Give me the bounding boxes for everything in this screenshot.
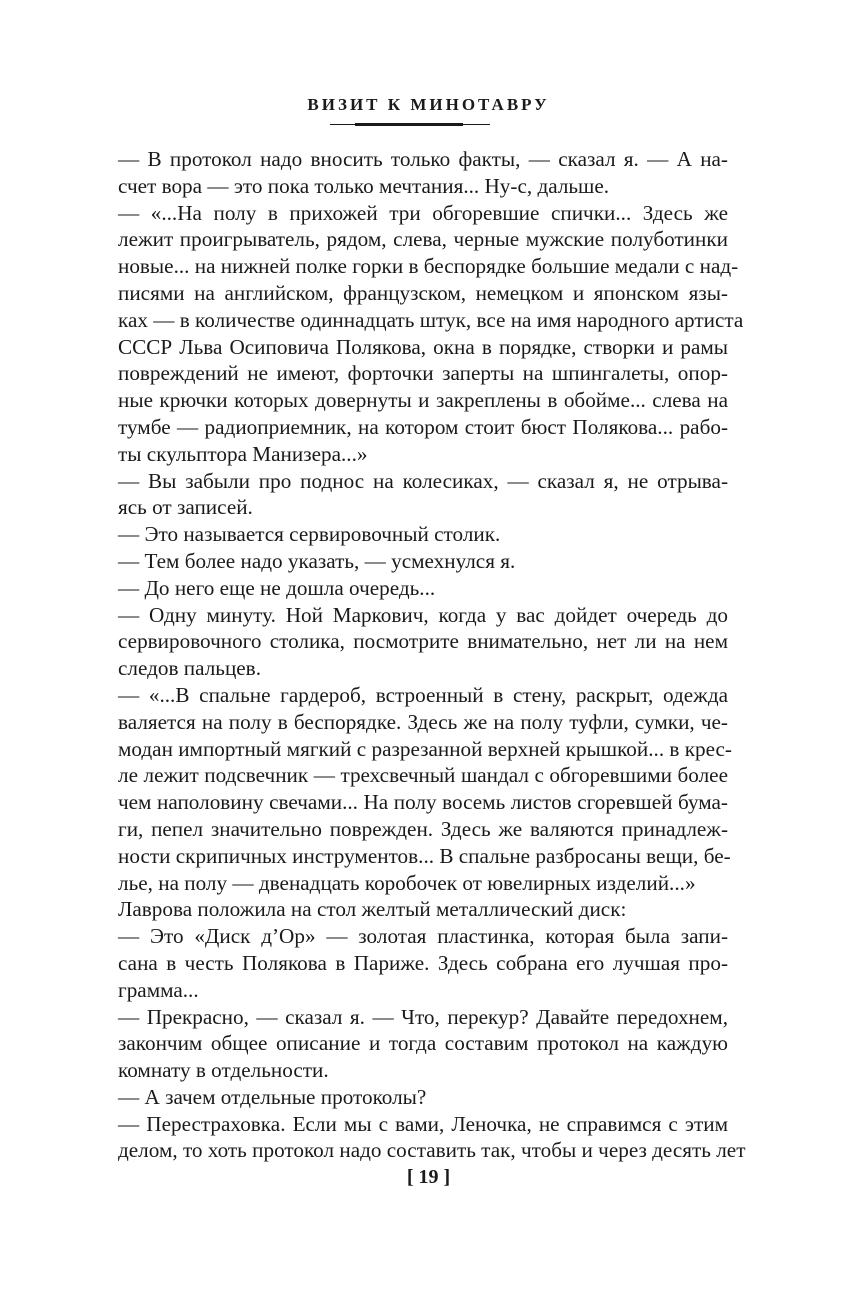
text-line: — В протокол надо вносить только факты, — сказал я. — А на-: [118, 147, 728, 171]
text-line: — «...В спальне гардероб, встроенный в стену, раскрыт, одежда: [118, 682, 728, 707]
header-rule-accent: [355, 123, 463, 126]
text-line: валяется на полу в беспорядке. Здесь же на полу туфли, сумки, че-: [118, 709, 728, 734]
text-line: повреждений не имеют, форточки заперты на шпингалеты, опор-: [118, 361, 728, 386]
text-line: Лаврова положила на стол желтый металлический диск:: [118, 897, 627, 922]
text-line: — Это «Диск д’Ор» — золотая пластинка, которая была запи-: [118, 924, 728, 949]
text-line: комнату в отдельности.: [118, 1058, 329, 1083]
text-line: счет вора — это пока только мечтания... Ну-с, дальше.: [118, 173, 610, 198]
text-line: писями на английском, французском, немецком и японском язы-: [118, 280, 728, 305]
text-line: — Тем более надо указать, — усмехнулся я.: [118, 548, 516, 573]
text-line: — Прекрасно, — сказал я. — Что, перекур? Давайте передохнем,: [118, 1004, 728, 1029]
text-line: ности скрипичных инструментов... В спальне разбросаны вещи, бе-: [118, 843, 731, 868]
text-line: ные крючки которых довернуты и закреплены в обойме... слева на: [118, 388, 728, 413]
text-line: закончим общее описание и тогда составим протокол на каждую: [118, 1031, 728, 1056]
text-line: ги, пепел значительно поврежден. Здесь же валяются принадлеж-: [118, 816, 728, 841]
text-line: лежит проигрыватель, рядом, слева, черные мужские полуботинки: [118, 227, 728, 252]
page-number: [ 19 ]: [406, 1166, 451, 1188]
text-line: — До него еще не дошла очередь...: [118, 575, 436, 600]
running-head: ВИЗИТ К МИНОТАВРУ: [307, 95, 550, 114]
text-line: ках — в количестве одиннадцать штук, все на имя народного артиста: [118, 307, 744, 332]
text-line: СССР Льва Осиповича Полякова, окна в порядке, створки и рамы: [118, 334, 728, 359]
body-text: [118, 146, 746, 1164]
text-line: делом, то хоть протокол надо составить так, чтобы и через десять лет: [118, 1138, 746, 1163]
text-line: — А зачем отдельные протоколы?: [118, 1084, 427, 1109]
text-line: — Это называется сервировочный столик.: [118, 522, 501, 547]
text-line: следов пальцев.: [118, 656, 261, 681]
text-line: — Перестраховка. Если мы с вами, Леночка, не справимся с этим: [118, 1111, 728, 1136]
text-line: тумбе — радиоприемник, на котором стоит бюст Полякова... рабо-: [118, 414, 728, 439]
text-line: грамма...: [118, 977, 199, 1002]
text-line: ле лежит подсвечник — трехсвечный шандал с обгоревшими более: [118, 763, 728, 788]
text-line: чем наполовину свечами... На полу восемь листов сгоревшей бума-: [118, 790, 728, 815]
text-line: модан импортный мягкий с разрезанной верхней крышкой... в крес-: [118, 736, 732, 761]
text-line: — «...На полу в прихожей три обгоревшие спички... Здесь же: [118, 200, 728, 225]
text-line: сана в честь Полякова в Париже. Здесь собрана его лучшая про-: [118, 950, 728, 975]
text-line: лье, на полу — двенадцать коробочек от ювелирных изделий...»: [118, 870, 696, 895]
text-line: сервировочного столика, посмотрите внимательно, нет ли на нем: [118, 629, 728, 654]
text-line: новые... на нижней полке горки в беспорядке большие медали с над-: [118, 254, 739, 279]
text-line: ясь от записей.: [118, 495, 253, 520]
text-line: ты скульптора Манизера...»: [118, 441, 368, 466]
text-line: — Одну минуту. Ной Маркович, когда у вас дойдет очередь до: [118, 602, 728, 627]
text-line: — Вы забыли про поднос на колесиках, — сказал я, не отрыва-: [118, 468, 728, 493]
